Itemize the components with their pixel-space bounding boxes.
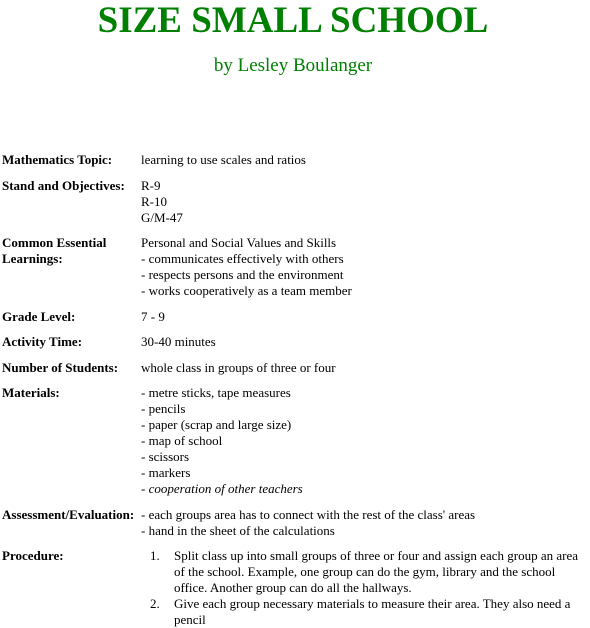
procedure-step <box>150 548 590 596</box>
step-number: 1. <box>150 548 160 563</box>
row-value <box>141 235 586 299</box>
value-line: - pencils <box>141 401 186 416</box>
value-line: - metre sticks, tape measures <box>141 385 291 400</box>
value-line: - scissors <box>141 449 190 464</box>
value-line: - respects persons and the environment <box>141 267 344 282</box>
row-label: Mathematics Topic: <box>2 152 113 167</box>
row-value <box>141 309 586 325</box>
row-value <box>141 507 586 539</box>
row-label: Materials: <box>2 385 60 400</box>
row-value <box>141 178 586 226</box>
value-line: R-10 <box>141 194 167 209</box>
procedure-step <box>150 596 590 628</box>
value-line: Personal and Social Values and Skills <box>141 235 337 250</box>
value-line: learning to use scales and ratios <box>141 152 306 167</box>
step-text: Give each group necessary materials to measure their area. They also need a pencil <box>174 596 571 627</box>
row-value <box>141 334 586 350</box>
row-label: Activity Time: <box>2 334 83 349</box>
row-label <box>2 235 140 267</box>
row-label: Number of Students: <box>2 360 119 375</box>
row-value <box>141 385 586 497</box>
page-title: SIZE SMALL SCHOOL <box>97 0 489 41</box>
label-line: Common Essential <box>2 235 107 250</box>
value-line: - cooperation of other teachers <box>141 481 303 496</box>
value-line: R-9 <box>141 178 161 193</box>
row-label: Stand and Objectives: <box>2 178 125 193</box>
value-line: G/M-47 <box>141 210 183 225</box>
row-value <box>141 360 586 376</box>
procedure-list <box>150 548 590 628</box>
row-label: Assessment/Evaluation: <box>2 507 135 522</box>
value-line: - each groups area has to connect with the rest of the class' areas <box>141 507 476 522</box>
value-line: - works cooperatively as a team member <box>141 283 352 298</box>
value-line: whole class in groups of three or four <box>141 360 336 375</box>
label-line: Learnings: <box>2 251 63 266</box>
value-line: - hand in the sheet of the calculations <box>141 523 335 538</box>
value-line: - markers <box>141 465 191 480</box>
row-label: Procedure: <box>2 548 64 563</box>
value-line: - map of school <box>141 433 223 448</box>
row-label: Grade Level: <box>2 309 76 324</box>
value-line: - communicates effectively with others <box>141 251 344 266</box>
value-line: 30-40 minutes <box>141 334 216 349</box>
step-text: Split class up into small groups of three or four and assign each group an area of the school. Example, one group can do the gym, library and the school office. Another group can do all the hallways. <box>174 548 578 595</box>
value-line: - paper (scrap and large size) <box>141 417 292 432</box>
author-byline: by Lesley Boulanger <box>213 55 373 76</box>
row-value <box>141 152 586 168</box>
step-number: 2. <box>150 596 160 611</box>
value-line: 7 - 9 <box>141 309 165 324</box>
